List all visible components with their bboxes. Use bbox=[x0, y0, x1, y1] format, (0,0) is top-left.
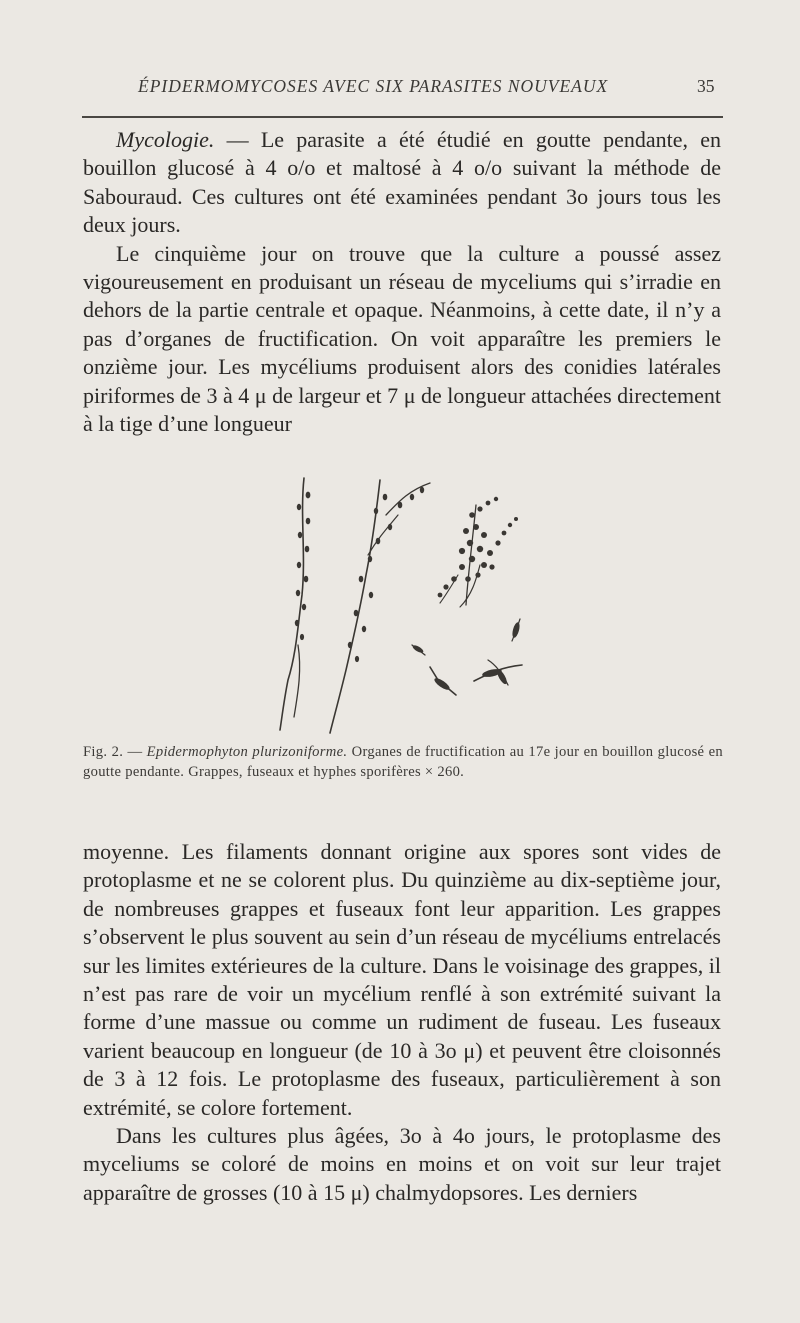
paragraph-text: — Le parasite a été étudié en goutte pendante, en bouillon glucosé à 4 o/o et maltosé à 4 o/o suivant la méthode de Sabouraud. Ces cultures ont été examinées pendant 3o jours tous les deux jours. bbox=[83, 127, 721, 238]
text-block-top bbox=[83, 126, 721, 438]
page-number: 35 bbox=[697, 76, 715, 96]
paragraph-fifth-day: Le cinquième jour on trouve que la culture a poussé assez vigoureusement en produisant un réseau de myceliums qui s’irradie en dehors de la partie centrale et opaque. Néanmoins, à cette date, il n’y a pas d’organes de fructification. On voit apparaître les premiers le onzième jour. Les mycéliums produisent alors des conidies latérales piriformes de 3 à 4 μ de largeur et 7 μ de longueur attachées directement à la tige d’une longueur bbox=[83, 240, 721, 437]
hypha-left-2 bbox=[294, 645, 300, 717]
running-title: ÉPIDERMOMYCOSES AVEC SIX PARASITES NOUVEAUX bbox=[138, 76, 609, 96]
hypha-left bbox=[280, 478, 304, 730]
caption-figure-label: Fig. 2. — bbox=[83, 744, 147, 760]
section-lead: Mycologie. bbox=[116, 127, 215, 152]
text-block-bottom bbox=[83, 838, 721, 1207]
paragraph-mycologie bbox=[83, 126, 721, 240]
paragraph-continuation: moyenne. Les filaments donnant origine aux spores sont vides de protoplasme et ne se colorent plus. Du quinzième au dix-septième jour, de nombreuses grappes et fuseaux font leur apparition. Les grappes s’observent le plus souvent au sein d’un réseau de mycéliums entrelacés sur les limites extérieures de la culture. Dans le voisinage des grappes, il n’est pas rare de voir un mycélium renflé à son extrémité suivant la forme d’une massue ou comme un rudiment de fuseau. Les fuseaux varient beaucoup en longueur (de 10 à 3o μ) et peuvent être cloisonnés de 3 à 12 fois. Le protoplasme des fuseaux, particulièrement à son extrémité, se colore fortement. bbox=[83, 839, 721, 1120]
figure-caption bbox=[83, 743, 723, 782]
cluster-stem-2 bbox=[460, 565, 480, 607]
running-header bbox=[0, 76, 800, 104]
header-rule bbox=[82, 116, 723, 118]
figure-illustration bbox=[240, 455, 560, 745]
hyphae-drawing bbox=[240, 455, 560, 745]
paragraph-older-cultures: Dans les cultures plus âgées, 3o à 4o jours, le protoplasme des myceliums se coloré de moins en moins et on voit sur leur trajet apparaître de grosses (10 à 15 μ) chalmydopsores. Les derniers bbox=[83, 1123, 721, 1205]
hypha-middle bbox=[330, 480, 380, 733]
cluster-stem bbox=[466, 505, 476, 605]
caption-text: Organes de fructification au 17e jour en bouillon glucosé en goutte pendante. Grappes, fuseaux et hyphes sporifères × 260. bbox=[83, 744, 723, 780]
caption-species: Epidermophyton plurizoniforme. bbox=[146, 744, 348, 760]
